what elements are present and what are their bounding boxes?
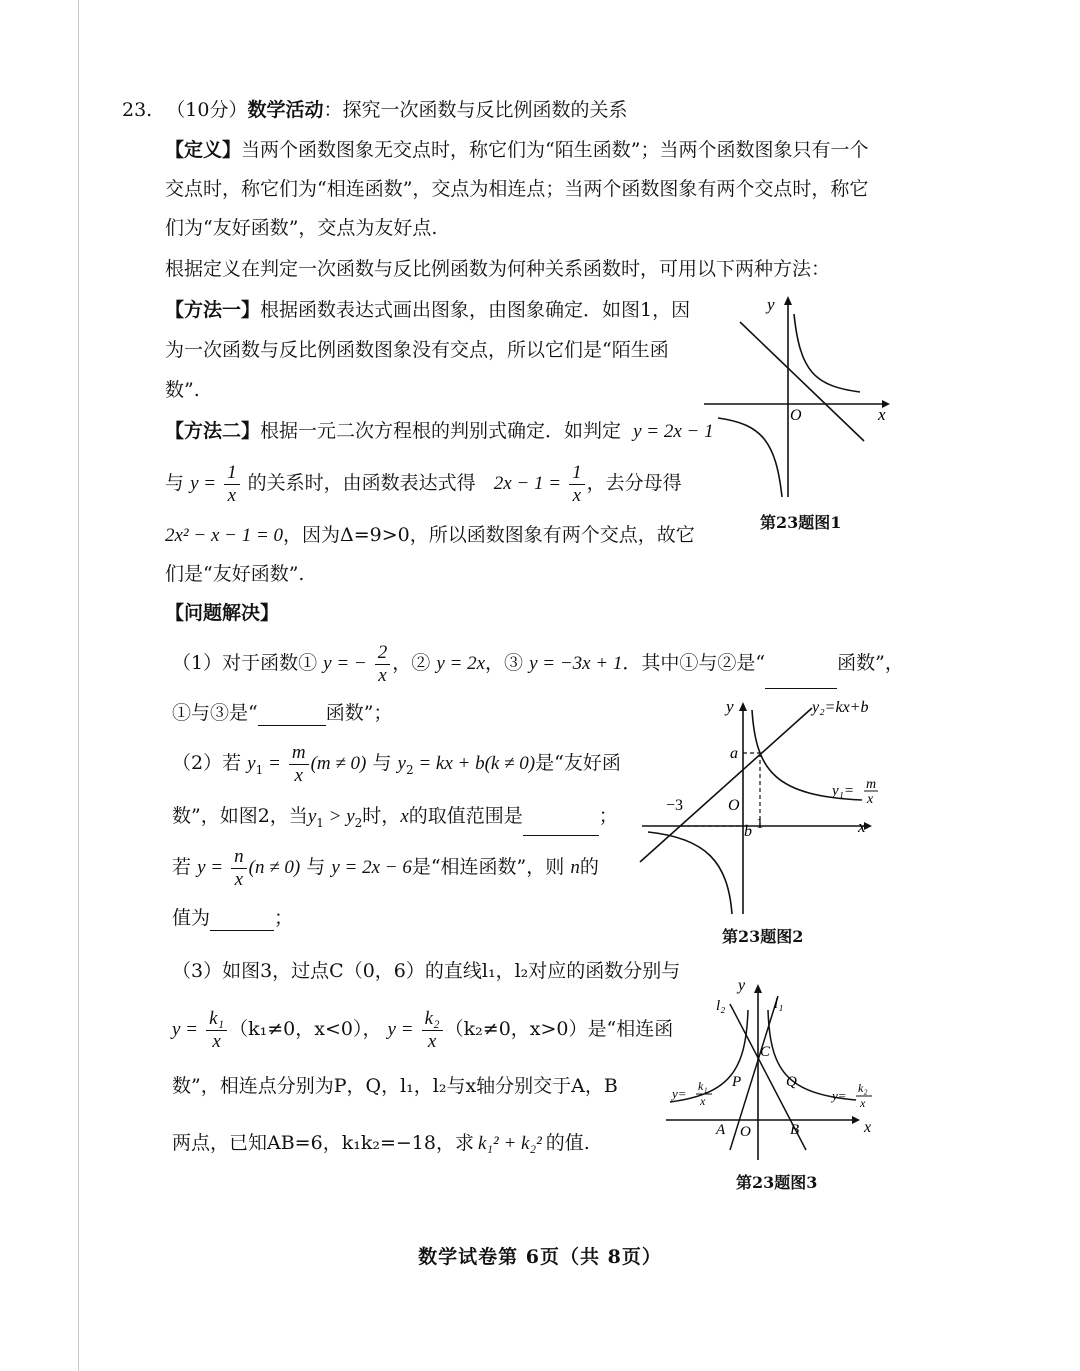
frac-den: x [427,1030,437,1052]
fig2-curve-num: m [866,777,877,792]
p2-semicolon-2: ； [274,907,294,929]
p3-text-a: （k₁≠0，x<0）， [229,1018,382,1040]
fig2-curve-den: x [867,792,874,807]
fig2-x-label: x [858,817,866,836]
answer-blank-2[interactable] [258,705,326,726]
fig3-q-label: Q [786,1074,797,1090]
p2-gt: > [323,806,347,827]
frac-den: x [234,868,244,890]
frac-num: k₂ [422,1008,443,1031]
p3-y1: y = [172,1019,199,1040]
p2-sub2: 2 [405,762,414,777]
fig2-y-arrow-icon [739,702,747,711]
p1-text-g: 函数”； [325,702,393,724]
fig3-y-label: y [738,977,746,994]
p1-text-c: ，③ [485,652,524,674]
method2-text-2: 的关系时，由函数表达式得 [247,472,476,494]
intro-line: 根据定义在判定一次函数与反比例函数为何种关系函数时，可用以下两种方法： [165,258,831,280]
definition-tag: 【定义】 [165,139,242,161]
p2-line-4 [172,905,293,931]
page-edge [78,0,79,1371]
method1-line-1 [165,297,690,323]
p2-x: x [400,806,409,827]
p2-line-3 [172,842,599,893]
fig3-x-label: x [864,1119,872,1136]
p2-text-m: 值为 [172,907,211,929]
fig3-b-label: B [790,1122,800,1138]
fig3-right-den: x [860,1096,866,1110]
p2-fraction-n [231,846,247,891]
p2-text-e: 是“友好函 [535,752,621,774]
fig3-y-arrow-icon [754,984,762,993]
frac-den: x [378,664,387,686]
method1-text-1: 根据函数表达式画出图象，由图象确定．如图1，因 [260,299,691,321]
p2-text-j: 与 [306,856,326,878]
fig3-a-label: A [716,1122,726,1138]
p3-text-d: 的值. [545,1132,590,1154]
fig3-l2-label: l₂ [716,998,726,1014]
method2-quadratic: 2x² − x − 1 = 0 [165,525,284,546]
p1-fraction [375,642,391,687]
question-score: （10分） [166,99,248,121]
page-footer: 数学试卷第 6页（共 8页） [418,1246,662,1268]
method1-tag: 【方法一】 [165,299,261,321]
p2-text-f: 数”，如图2，当 [172,805,308,827]
figure-3-graph [660,970,890,1166]
p2-linear-2: y = 2x − 6 [331,857,412,878]
p2-l2-y2: y [346,806,355,827]
method2-and: 与 [165,472,185,494]
method2-line-3 [165,522,695,549]
p2-l2-s1: 1 [316,815,324,830]
fig2-neg3-label: −3 [666,797,684,814]
p2-text-l: 的 [579,856,599,878]
fig2-y-label: y [726,697,734,716]
p2-l2-y1: y [307,806,317,827]
fig2-b-label: b [744,823,752,840]
frac-num: k₁ [206,1008,227,1031]
fig3-c-label: C [760,1044,771,1060]
question-title-text: ：探究一次函数与反比例函数的关系 [323,99,628,121]
p2-y1: y [247,753,256,774]
method1-line-3: 数”. [165,379,200,401]
method2-fraction [224,462,240,507]
fig3-hyperbola-right [768,1010,856,1100]
method2-text-3: ，去分母得 [586,472,682,494]
p3-fraction-k2 [422,1008,443,1053]
fig3-left-den: x [700,1094,706,1108]
figure-2-graph [636,692,900,918]
fig2-line-label: y₂=kx+b [812,699,869,716]
frac-den: x [294,764,303,786]
definition-line-3: 们为“友好函数”，交点为友好点. [165,217,438,239]
method2-text-4: ，因为Δ=9>0，所以函数图象有两个交点，故它 [283,524,695,546]
fig3-l1-label: l₁ [774,996,784,1012]
p1-text-a: （1）对于函数① [172,652,318,674]
method2-fraction-2 [569,462,585,507]
p2-sub1: 1 [255,762,264,777]
fig3-x-arrow-icon [852,1116,860,1124]
fig2-linear-line [640,708,812,862]
fig3-caption: 第23题图3 [736,1173,818,1192]
frac-den: x [572,484,582,506]
figure-1-graph [700,292,900,504]
p3-line-1: （3）如图3，过点C（0，6）的直线l₁，l₂对应的函数分别与 [172,960,681,982]
frac-num: 1 [224,462,240,485]
p3-line-2 [172,1004,673,1055]
method2-equation: y = 2x − 1 [633,421,714,442]
p2-l3-y: y = [197,857,224,878]
fig1-origin-label: O [790,407,802,424]
frac-den: x [212,1030,221,1052]
method2-line-4: 们是“友好函数”. [165,563,305,585]
fig1-caption: 第23题图1 [760,513,842,532]
fig1-y-label: y [767,295,775,314]
fig3-p-label: P [732,1074,742,1090]
fig2-one-label: 1 [756,816,764,832]
method2-tag: 【方法二】 [165,420,261,442]
answer-blank-1[interactable] [765,668,837,689]
question-title [122,97,627,123]
p3-fraction-k1 [206,1008,227,1053]
method2-text-1: 根据一元二次方程根的判别式确定．如判定 [260,420,622,442]
p3-expr: k₁² + k₂² [477,1133,542,1154]
p3-text-c: 两点，已知AB=6，k₁k₂=−18，求 [172,1132,474,1154]
fig1-hyperbola-right [794,314,860,392]
fig2-caption: 第23题图2 [722,927,804,946]
fig2-a-label: a [730,745,738,762]
question-number: 23. [122,99,153,121]
method2-line-2 [165,458,682,509]
fig2-curve-label: y₁= [832,783,854,799]
method1-line-2: 为一次函数与反比例函数图象没有交点，所以它们是“陌生函 [165,339,669,361]
fig3-right-num: k₂ [858,1081,868,1095]
p2-semicolon: ； [598,805,618,827]
p1-line-2 [172,700,392,726]
p3-text-b: （k₂≠0，x>0）是“相连函 [444,1018,674,1040]
p1-text-e: 函数”， [837,652,904,674]
p3-line-4 [172,1130,590,1157]
fig3-left-label: y= [672,1086,687,1101]
fig2-origin-label: O [728,797,740,814]
fig3-origin-label: O [740,1124,751,1140]
p2-eq: = [263,753,281,774]
definition-line-2: 交点时，称它们为“相连函数”，交点为相连点；当两个函数图象有两个交点时，称它 [165,178,869,200]
method2-line-1 [165,418,714,445]
question-activity: 数学活动 [247,99,324,121]
p2-text-i: 若 [172,856,192,878]
p1-text-f: ①与③是“ [172,702,258,724]
fig3-left-num: k₁ [698,1079,708,1093]
p2-linear: = kx + b(k ≠ 0) [413,753,536,774]
p1-f2: y = 2x [436,653,486,674]
answer-blank-3[interactable] [523,815,599,836]
p2-text-k: 是“相连函数”，则 [411,856,565,878]
method2-y-eq: y = [190,473,217,494]
p1-text-d: ．其中①与②是“ [622,652,766,674]
p2-text-h: 的取值范围是 [408,805,523,827]
p2-text-g: 时， [362,805,401,827]
frac-num: 1 [569,462,585,485]
fig1-x-label: x [878,405,886,424]
p3-y2: y = [387,1019,414,1040]
definition-line-1 [165,137,868,163]
p2-line-2 [172,803,618,836]
p3-line-3: 数”，相连点分别为P，Q，l₁，l₂与x轴分别交于A，B [172,1075,618,1097]
p2-n: n [570,857,580,878]
p1-f3: y = −3x + 1 [529,653,623,674]
p2-l2-s2: 2 [354,815,363,830]
p1-line-1 [172,638,904,689]
p2-line-1 [172,738,621,795]
solve-tag: 【问题解决】 [165,602,280,624]
fig1-hyperbola-left [718,418,782,497]
p2-cond-n: (n ≠ 0) [248,857,301,878]
frac-num: 2 [375,642,391,665]
p2-cond-m: (m ≠ 0) [310,753,367,774]
fig1-y-arrow-icon [784,296,792,305]
p2-y2: y [397,753,406,774]
frac-num: n [231,846,247,869]
frac-num: m [289,742,309,765]
fig3-right-label: y= [832,1088,847,1103]
p2-fraction-m [289,742,309,787]
p1-text-b: ，② [392,652,431,674]
p2-text-c: 与 [372,752,392,774]
fig1-linear-line [740,322,864,441]
frac-den: x [227,484,237,506]
p2-text-a: （2）若 [172,752,242,774]
answer-blank-4[interactable] [210,910,274,931]
method2-eq2: 2x − 1 = [493,473,562,494]
p1-f1-pre: y = − [323,653,367,674]
definition-text-1: 当两个函数图象无交点时，称它们为“陌生函数”；当两个函数图象只有一个 [241,139,869,161]
